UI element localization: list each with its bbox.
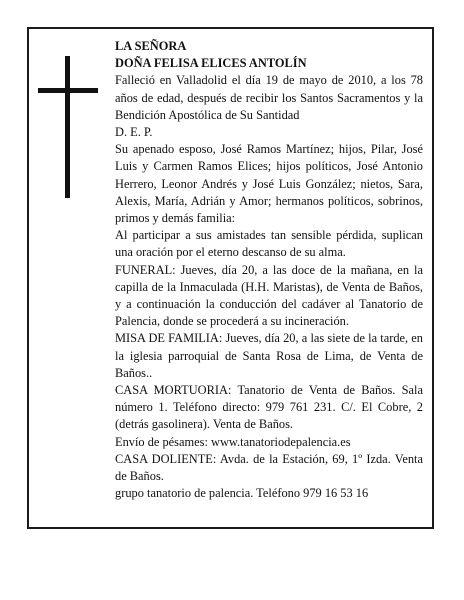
honorific: LA SEÑORA [115,39,187,53]
condolences-info: Envío de pésames: www.tanatoriodepalencia.es [115,434,351,449]
obituary-text [115,38,423,502]
death-statement: Falleció en Valladolid el día 19 de mayo de 2010, a los 78 años de edad, después de recibir los Santos Sacramentos y la Bendición Apostólica de Su Santidad [115,73,423,122]
prayer-request: Al participar a sus amistades tan sensible pérdida, suplican una oración por el eterno descanso de su alma. [115,228,423,260]
footer-info: grupo tanatorio de palencia. Teléfono 979 16 53 16 [115,486,369,501]
funeral-info: FUNERAL: Jueves, día 20, a las doce de la mañana, en la capilla de la Inmaculada (H.H. Maristas), de Venta de Baños, y a continuación la conducción del cadáver al Tanatorio de Palencia, donde se procederá a su incineración. [115,262,423,329]
dep-line: D. E. P. [115,125,153,140]
cross-vertical-bar [65,56,70,198]
family-mass-info: MISA DE FAMILIA: Jueves, día 20, a las siete de la tarde, en la iglesia parroquial de Santa Rosa de Lima, de Venta de Baños.. [115,331,423,380]
mortuary-info: CASA MORTUORIA: Tanatorio de Venta de Baños. Sala número 1. Teléfono directo: 979 761 231. C/. El Cobre, 2 (detrás gasolinera). Venta de Baños. [115,383,423,432]
home-info: CASA DOLIENTE: Avda. de la Estación, 69, 1º Izda. Venta de Baños. [115,451,423,484]
cross-horizontal-bar [38,88,98,93]
deceased-name: DOÑA FELISA ELICES ANTOLÍN [115,56,307,71]
cross-icon [38,56,98,198]
family-list: Su apenado esposo, José Ramos Martínez; hijos, Pilar, José Luis y Carmen Ramos Elices; hijos políticos, José Antonio Herrero, Leonor Andrés y José Luis González; nietos, Sara, Alexis, María, Adrián y Amor; hermanos políticos, sobrinos, primos y demás familia: [115,142,423,226]
